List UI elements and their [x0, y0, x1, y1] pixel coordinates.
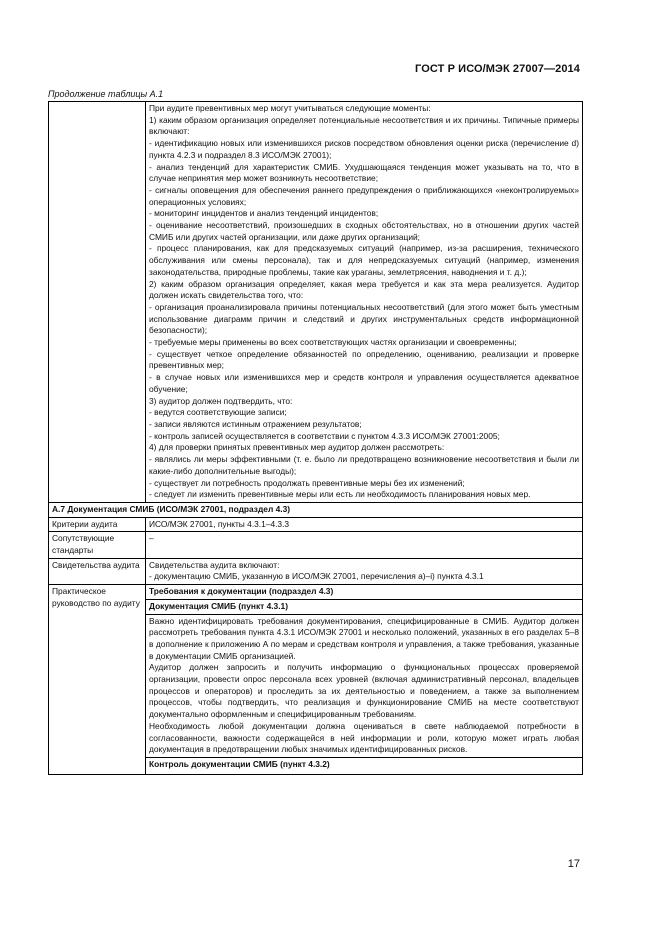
- table-row: [49, 517, 583, 532]
- text-line: - являлись ли меры эффективными (т. е. было ли предотвращено возникновение несоответствия и были ли какие-либо дополнительные выгоды);: [149, 454, 579, 476]
- text-line: - существует четкое определение обязанностей по определению, оцениванию, реализации и проверке превентивных мер;: [149, 348, 579, 371]
- text-line: - процесс планирования, как для предсказуемых ситуаций (например, из-за расширения, технического обслуживания или смены персонала), так и для непредсказуемых ситуаций (например, изменения законодательства, природные проблемы, такие как ураганы, землетрясения, наводнения и т. д.);: [149, 243, 579, 277]
- table-row: [49, 558, 583, 584]
- table-row: [49, 102, 583, 503]
- guidance-paragraphs: [146, 614, 582, 757]
- text-line: - сигналы оповещения для обеспечения раннего предупреждения о приближающихся «неконтролируемых» операционных условиях;: [149, 184, 579, 207]
- text-line: - следует ли изменить превентивные меры или есть ли необходимость планирования новых мер.: [149, 489, 531, 500]
- related-standards-value: –: [146, 532, 583, 558]
- table-row: [49, 532, 583, 558]
- guidance-subtable: [146, 585, 582, 774]
- requirements-table: [48, 101, 583, 775]
- text-line: - оценивание несоответствий, произошедших в сходных обстоятельствах, но в отношении других частей СМИБ или других частей организации, или даже других организаций;: [149, 220, 579, 242]
- practical-guidance-label: Практическое руководство по аудиту: [49, 585, 146, 775]
- text-line: - контроль записей осуществляется в соответствии с пунктом 4.3.3 ИСО/МЭК 27001:2005;: [149, 430, 500, 441]
- text-line: - требуемые меры применены во всех соответствующих частях организации и своевременны;: [149, 337, 517, 348]
- text-line: 1) каким образом организация определяет потенциальные несоответствия и их причины. Типичные примеры включают:: [149, 114, 579, 137]
- criteria-label: Критерии аудита: [49, 517, 146, 532]
- text-line: 3) аудитор должен подтвердить, что:: [149, 395, 293, 406]
- text-line: 2) каким образом организация определяет, какая мера требуется и как эта мера реализуется. Аудитор должен искать свидетельства того, что:: [149, 278, 579, 301]
- table-row: [146, 757, 582, 774]
- text-line: - документацию СМИБ, указанную в ИСО/МЭК 27001, перечисления a)–i) пункта 4.3.1: [149, 571, 484, 582]
- table-row: [146, 614, 582, 757]
- related-standards-label: Сопутствующие стандарты: [49, 532, 146, 558]
- audit-evidence-label: Свидетельства аудита: [49, 558, 146, 584]
- text-line: - в случае новых или изменившихся мер и средств контроля и управления осуществляется адекватное обучение;: [149, 372, 579, 394]
- text-line: - анализ тенденций для характеристик СМИБ. Ухудшающаяся тенденция может указывать на то, что в случае непринятия мер может возникнуть несоответствие;: [149, 161, 579, 184]
- text-line: - существует ли потребность продолжать превентивные меры без их изменений;: [149, 477, 465, 488]
- practical-guidance-content: [146, 585, 583, 775]
- criteria-value: ИСО/МЭК 27001, пункты 4.3.1–4.3.3: [146, 517, 583, 532]
- table-continuation-label: Продолжение таблицы А.1: [48, 89, 164, 99]
- paragraph: Важно идентифицировать требования документирования, специфицированные в СМИБ. Аудитор должен рассмотреть требования пункта 4.3.1 ИСО/МЭК 27001 и несколько положений, указанных в его разделах 5–8 в дополнение к приложению А по мерам и средствам контроля и управления, а также требования, указанные в документации СМИБ организацией.: [149, 615, 579, 661]
- requirements-subheading: Требования к документации (подраздел 4.3): [146, 585, 582, 599]
- table-row: [49, 585, 583, 775]
- text-line: - записи являются истинным отражением результатов;: [149, 418, 362, 429]
- page-number: 17: [567, 858, 580, 870]
- control-subheading: Контроль документации СМИБ (пункт 4.3.2): [149, 758, 330, 769]
- text-line: - ведутся соответствующие записи;: [149, 407, 287, 418]
- table-row: [146, 599, 582, 614]
- text-line: - идентификацию новых или изменившихся рисков посредством обновления оценки риска (перечисление d) пункта 4.2.3 и подраздел 8.3 ИСО/МЭК 27001);: [149, 138, 579, 160]
- text-line: - организация проанализировала причины потенциальных несоответствий (для этого может быть уместным использование диаграмм причин и следствий и других инструментальных средств информационной безопасности);: [149, 301, 579, 336]
- documentation-subheading: Документация СМИБ (пункт 4.3.1): [146, 599, 582, 614]
- preventive-measures-text: [146, 102, 583, 503]
- table-row: [146, 585, 582, 599]
- paragraph: Необходимость любой документации должна оцениваться в свете наблюдаемой потребности в согласованности, важности содержащейся в ней информации и роли, которую может играть любая документация в предотвращении любых значимых идентифицированных рисков.: [149, 720, 579, 755]
- text-line: Свидетельства аудита включают:: [149, 559, 280, 570]
- text-line: 4) для проверки принятых превентивных мер аудитор должен рассмотреть:: [149, 442, 445, 453]
- text-line: При аудите превентивных мер могут учитываться следующие моменты:: [149, 103, 431, 113]
- audit-evidence-text: [146, 558, 583, 584]
- document-code: ГОСТ Р ИСО/МЭК 27007—2014: [415, 63, 580, 75]
- table-row: [49, 502, 583, 517]
- row-label-empty: [49, 102, 146, 503]
- paragraph: Аудитор должен запросить и получить информацию о функциональных процессах проверяемой организации, провести опрос персонала всех уровней (включая административный персонал, владельцев процессов и операторов) и проследить за их деятельностью и поведением, а также за выполнением процессов, чтобы подтвердить, что реализация и функционирование СМИБ на месте соответствуют документально оформленным и специфицированным требованиям.: [149, 662, 579, 720]
- text-line: - мониторинг инцидентов и анализ тенденций инцидентов;: [149, 208, 379, 219]
- section-heading: А.7 Документация СМИБ (ИСО/МЭК 27001, подраздел 4.3): [49, 502, 583, 517]
